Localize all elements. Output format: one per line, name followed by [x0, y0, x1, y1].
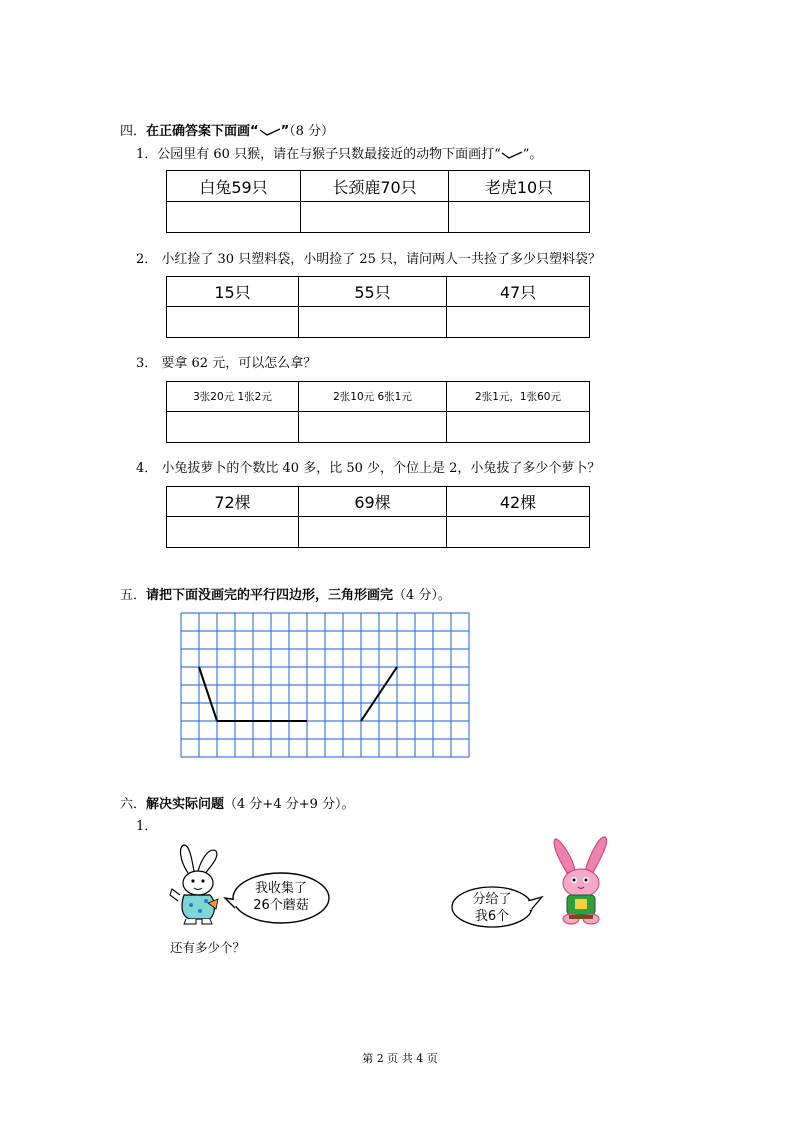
section5-heading: [120, 584, 451, 603]
section-number: 五．: [120, 588, 147, 603]
section-title-end: ”: [280, 124, 290, 139]
section-number: 四．: [120, 124, 147, 139]
answer-cell[interactable]: [299, 307, 447, 338]
parallelogram-side: [199, 667, 217, 721]
option-cell: 15只: [167, 277, 299, 307]
question-text: 还有多少个？: [170, 940, 246, 955]
question-2-table: [166, 276, 590, 338]
answer-cell[interactable]: [449, 202, 590, 233]
question-3-table: [166, 381, 590, 443]
option-cell: 42棵: [447, 487, 590, 517]
answer-cell[interactable]: [301, 202, 449, 233]
answer-cell[interactable]: [167, 412, 299, 443]
item-number: 1．: [136, 819, 158, 834]
checkmark-icon: [259, 127, 281, 137]
page-footer: 第 2 页 共 4 页: [362, 1052, 438, 1065]
answer-cell[interactable]: [299, 412, 447, 443]
answer-cell[interactable]: [447, 412, 590, 443]
section-score: （8 分）: [289, 124, 335, 139]
question-4-table: [166, 486, 590, 548]
option-cell: 47只: [447, 277, 590, 307]
section4-heading: [120, 120, 334, 139]
section-number: 六．: [120, 797, 147, 812]
option-cell: 69棵: [299, 487, 447, 517]
question-1-text: [136, 143, 542, 162]
option-cell: 白兔59只: [167, 171, 301, 202]
speech-bubble-text: [454, 891, 530, 925]
question-1-table: [166, 170, 590, 233]
answer-cell[interactable]: [167, 517, 299, 548]
grid-svg[interactable]: [180, 612, 472, 758]
bubble-line: 我6个: [474, 909, 510, 924]
option-cell: 2张10元 6张1元: [299, 382, 447, 412]
answer-cell[interactable]: [447, 307, 590, 338]
section-score: （4 分）。: [393, 588, 451, 603]
drawing-grid[interactable]: [180, 612, 472, 762]
answer-cell[interactable]: [299, 517, 447, 548]
section-title: 解决实际问题: [146, 797, 225, 812]
rabbit-illustration: [166, 843, 228, 925]
question-text-end: ”。: [522, 147, 543, 162]
option-cell: 3张20元 1张2元: [167, 382, 299, 412]
section-score: （4 分+4 分+9 分）。: [224, 797, 355, 812]
bubble-line: 26个蘑菇: [253, 898, 309, 913]
option-cell: 老虎10只: [449, 171, 590, 202]
answer-cell[interactable]: [167, 202, 301, 233]
speech-bubble-text: [233, 880, 329, 914]
option-cell: 72棵: [167, 487, 299, 517]
section6-heading: [120, 793, 355, 812]
section-title: 请把下面没画完的平行四边形，三角形画完: [146, 588, 394, 603]
answer-cell[interactable]: [167, 307, 299, 338]
question-4-text: 4． 小兔拔萝卜的个数比 40 多，比 50 少，个位上是 2，小兔拔了多少个萝卜？: [136, 461, 601, 476]
answer-cell[interactable]: [447, 517, 590, 548]
pink-rabbit-illustration: [545, 835, 615, 927]
option-cell: 长颈鹿70只: [301, 171, 449, 202]
question-2-text: 2． 小红捡了 30 只塑料袋，小明捡了 25 只，请问两人一共捡了多少只塑料袋？: [136, 252, 602, 267]
bubble-line: 分给了: [472, 892, 512, 907]
checkmark-icon: [501, 150, 523, 160]
option-cell: 2张1元，1张60元: [447, 382, 590, 412]
option-cell: 55只: [299, 277, 447, 307]
section-title: 在正确答案下面画“: [146, 124, 259, 139]
question-text: 1．公园里有 60 只猴，请在与猴子只数最接近的动物下面画打“: [136, 147, 501, 162]
question-3-text: 3． 要拿 62 元，可以怎么拿？: [136, 356, 317, 371]
bubble-line: 我收集了: [254, 881, 307, 896]
